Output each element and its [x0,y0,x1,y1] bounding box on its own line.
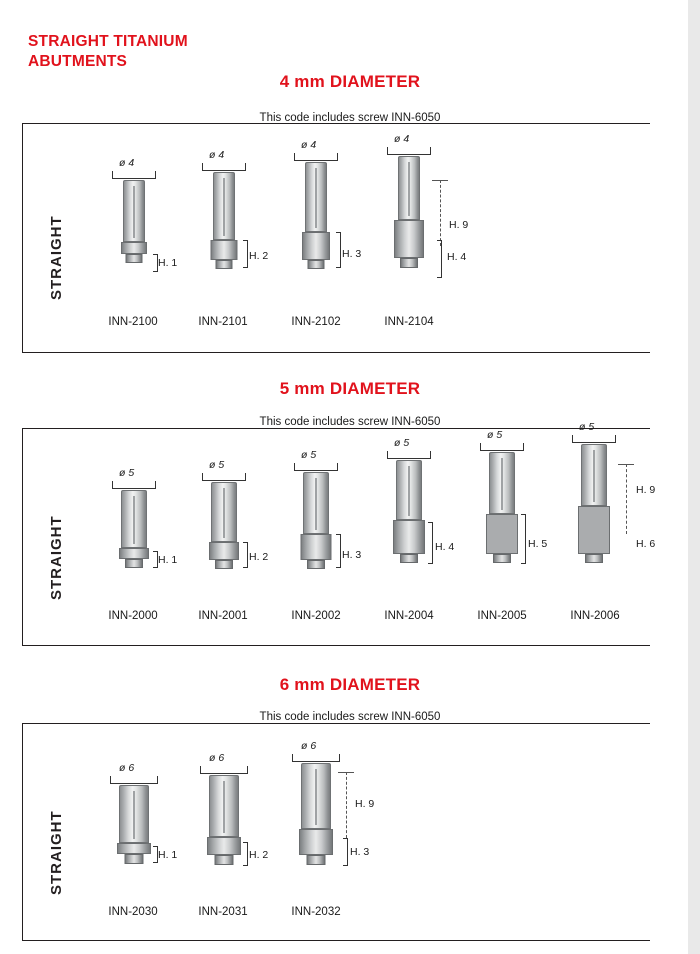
abutment-INN-2104 [385,156,433,284]
height-label-INN-2030: H. 1 [158,849,178,861]
extra-height-label-INN-2006: H. 9 [636,484,656,496]
abutment-INN-2005 [478,452,526,588]
diameter-caliper-INN-2004 [387,452,431,459]
diameter-caliper-INN-2000 [112,482,156,489]
row-label-straight-5mm: STRAIGHT [48,515,65,600]
height-label-INN-2000: H. 1 [158,554,178,566]
height-tick-top-INN-2032 [338,772,354,773]
section-heading-4mm: 4 mm DIAMETER [279,72,421,91]
diameter-label-INN-2102: ø 4 [301,139,317,151]
row-label-straight-6mm: STRAIGHT [48,810,65,895]
diameter-label-INN-2101: ø 4 [209,149,225,161]
diameter-label-INN-2005: ø 5 [487,429,503,441]
diameter-caliper-INN-2002 [294,464,338,471]
height-bracket-INN-2031 [243,842,248,866]
diameter-label-INN-2030: ø 6 [119,762,135,774]
abutment-INN-2101 [200,172,248,282]
height-dashline-INN-2006 [626,464,627,534]
code-INN-2000: INN-2000 [108,610,158,622]
height-dashline-INN-2032 [346,772,347,838]
diameter-caliper-INN-2030 [110,777,158,784]
height-label-INN-2006: H. 6 [636,538,656,550]
code-INN-2006: INN-2006 [570,610,620,622]
height-bracket-INN-2032 [343,838,348,866]
code-INN-2002: INN-2002 [291,610,341,622]
section-subtitle-5mm: This code includes screw INN-6050 [259,416,441,428]
height-label-INN-2005: H. 5 [528,538,548,550]
diameter-label-INN-2004: ø 5 [394,437,410,449]
abutment-INN-2102 [292,162,340,282]
diameter-caliper-INN-2104 [387,148,431,155]
diameter-caliper-INN-2032 [292,755,340,762]
abutment-INN-2004 [385,460,433,588]
diameter-caliper-INN-2006 [572,436,616,443]
code-INN-2001: INN-2001 [198,610,248,622]
height-bracket-INN-2104 [437,240,442,278]
diameter-caliper-INN-2101 [202,164,246,171]
abutment-INN-2002 [292,472,340,586]
page-edge-band [688,0,700,954]
diameter-caliper-INN-2001 [202,474,246,481]
section-subtitle-4mm: This code includes screw INN-6050 [259,112,441,124]
code-INN-2101: INN-2101 [198,316,248,328]
page-title [28,32,288,73]
code-INN-2004: INN-2004 [384,610,434,622]
code-INN-2102: INN-2102 [291,316,341,328]
height-label-INN-2002: H. 3 [342,549,362,561]
diameter-caliper-INN-2005 [480,444,524,451]
page-title-line1: STRAIGHT TITANIUM [28,33,188,50]
page-title-line2: ABUTMENTS [28,53,128,71]
section-heading-5mm: 5 mm DIAMETER [279,379,421,398]
height-tick-top-INN-2006 [618,464,634,465]
height-label-INN-2001: H. 2 [249,551,269,563]
diameter-label-INN-2032: ø 6 [301,740,317,752]
code-INN-2005: INN-2005 [477,610,527,622]
diameter-caliper-INN-2031 [200,767,248,774]
height-label-INN-2031: H. 2 [249,849,269,861]
abutment-INN-2006 [570,444,618,588]
height-label-INN-2100: H. 1 [158,257,178,269]
height-label-INN-2104: H. 4 [447,251,467,263]
diameter-caliper-INN-2102 [294,154,338,161]
height-label-INN-2032: H. 3 [350,846,370,858]
code-INN-2104: INN-2104 [384,316,434,328]
extra-height-label-INN-2104: H. 9 [449,219,469,231]
height-bracket-INN-2005 [521,514,526,564]
diameter-label-INN-2001: ø 5 [209,459,225,471]
code-INN-2030: INN-2030 [108,906,158,918]
height-label-INN-2102: H. 3 [342,248,362,260]
height-label-INN-2004: H. 4 [435,541,455,553]
height-bracket-INN-2004 [428,522,433,564]
row-label-straight-4mm: STRAIGHT [48,215,65,300]
diameter-label-INN-2006: ø 5 [579,421,595,433]
code-INN-2100: INN-2100 [108,316,158,328]
code-INN-2032: INN-2032 [291,906,341,918]
height-bracket-INN-2101 [243,240,248,268]
abutment-INN-2100 [110,180,158,280]
abutment-INN-2030 [108,785,160,881]
height-label-INN-2101: H. 2 [249,250,269,262]
height-bracket-INN-2002 [336,534,341,568]
abutment-INN-2001 [200,482,248,586]
diameter-label-INN-2104: ø 4 [394,133,410,145]
abutment-INN-2000 [110,490,158,586]
section-subtitle-6mm: This code includes screw INN-6050 [259,711,441,723]
section-heading-6mm: 6 mm DIAMETER [279,675,421,694]
abutment-INN-2032 [290,763,342,881]
extra-height-label-INN-2032: H. 9 [355,798,375,810]
diameter-label-INN-2100: ø 4 [119,157,135,169]
diameter-caliper-INN-2100 [112,172,156,179]
diameter-label-INN-2002: ø 5 [301,449,317,461]
height-tick-top-INN-2104 [432,180,448,181]
height-dashline-INN-2104 [440,180,441,246]
diameter-label-INN-2000: ø 5 [119,467,135,479]
diameter-label-INN-2031: ø 6 [209,752,225,764]
height-bracket-INN-2001 [243,542,248,568]
code-INN-2031: INN-2031 [198,906,248,918]
height-bracket-INN-2102 [336,232,341,268]
